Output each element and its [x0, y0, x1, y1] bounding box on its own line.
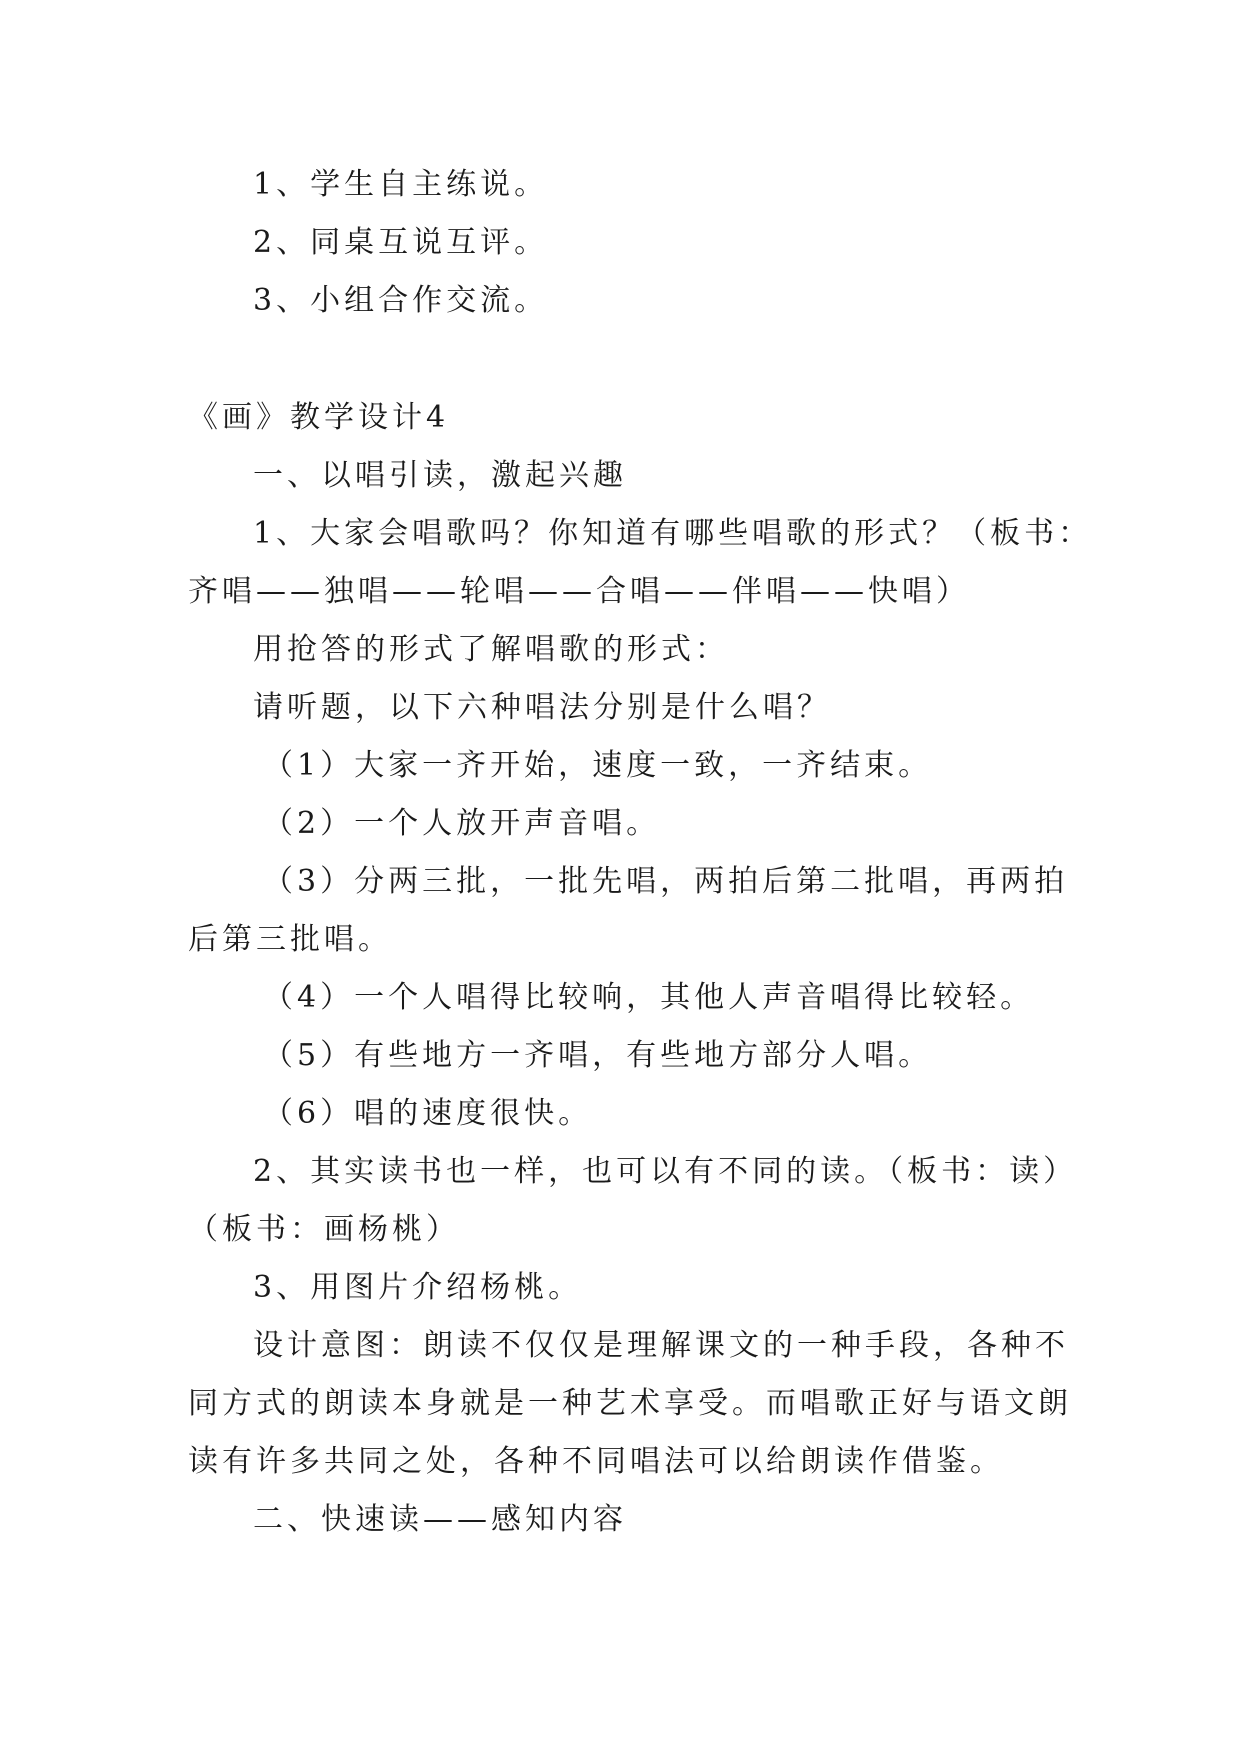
question-item-6: （6）唱的速度很快。: [263, 1096, 593, 1131]
paragraph-line: 1、大家会唱歌吗？你知道有哪些唱歌的形式？（板书：: [253, 516, 1093, 551]
design-intent-line: 同方式的朗读本身就是一种艺术享受。而唱歌正好与语文朗: [188, 1386, 1072, 1421]
paragraph-line: 3、用图片介绍杨桃。: [253, 1270, 583, 1305]
paragraph-line: 请听题，以下六种唱法分别是什么唱？: [253, 690, 831, 725]
section-heading-1: 一、以唱引读，激起兴趣: [253, 458, 627, 493]
paragraph-line: 用抢答的形式了解唱歌的形式：: [253, 632, 729, 667]
practice-step-2: 2、同桌互说互评。: [253, 225, 549, 260]
section-title: 《画》教学设计4: [188, 400, 450, 435]
design-intent-line: 设计意图：朗读不仅仅是理解课文的一种手段，各种不: [253, 1328, 1069, 1363]
practice-step-1: 1、学生自主练说。: [253, 167, 549, 202]
question-item-1: （1）大家一齐开始，速度一致，一齐结束。: [263, 748, 933, 783]
question-item-5: （5）有些地方一齐唱，有些地方部分人唱。: [263, 1038, 933, 1073]
design-intent-line: 读有许多共同之处，各种不同唱法可以给朗读作借鉴。: [188, 1444, 1004, 1479]
paragraph-line: （板书：画杨桃）: [188, 1212, 460, 1247]
practice-step-3: 3、小组合作交流。: [253, 283, 549, 318]
section-heading-2: 二、快速读——感知内容: [253, 1502, 627, 1537]
question-item-4: （4）一个人唱得比较响，其他人声音唱得比较轻。: [263, 980, 1035, 1015]
question-item-2: （2）一个人放开声音唱。: [263, 806, 661, 841]
paragraph-line: 2、其实读书也一样，也可以有不同的读。（板书：读）: [253, 1154, 1078, 1189]
question-item-3: （3）分两三批，一批先唱，两拍后第二批唱，再两拍: [263, 864, 1069, 899]
paragraph-line: 齐唱——独唱——轮唱——合唱——伴唱——快唱）: [188, 574, 970, 609]
question-item-3-continued: 后第三批唱。: [188, 922, 392, 957]
